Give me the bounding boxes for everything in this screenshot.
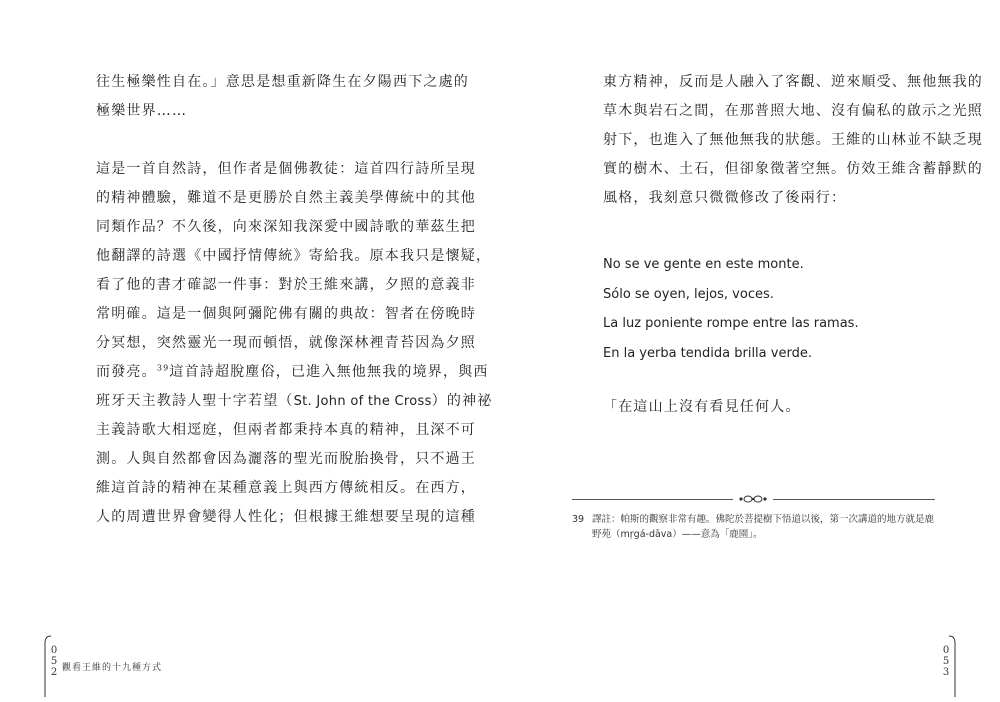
page-number-digit: 0 xyxy=(50,645,58,656)
page-number-digit: 5 xyxy=(942,656,950,667)
text-segment: 而發亮。 xyxy=(96,364,157,380)
text-line: 看了他的書才確認一件事：對於王維來講，夕照的意義非 xyxy=(96,277,476,293)
text-line: 東方精神，反而是人融入了客觀、逆來順受、無他無我的 xyxy=(603,74,983,90)
page-number-digit: 2 xyxy=(50,667,58,678)
text-line: 分冥想，突然靈光一現而頓悟，就像深林裡青苔因為夕照 xyxy=(96,335,476,351)
text-line: 主義詩歌大相逕庭，但兩者都秉持本真的精神，且深不可 xyxy=(96,422,476,438)
text-segment: ）的神祕 xyxy=(431,393,493,409)
footnote-number: 39 xyxy=(572,514,585,525)
right-body-text xyxy=(603,68,983,213)
text-line: 極樂世界…… xyxy=(96,103,188,119)
text-line: 同類作品？不久後，向來深知我深愛中國詩歌的華茲生把 xyxy=(96,219,476,235)
text-line: 常明確。這是一個與阿彌陀佛有關的典故：智者在傍晚時 xyxy=(96,306,476,322)
english-name: St. John of the Cross xyxy=(293,394,432,409)
text-segment: 這首詩超脫塵俗，已進入無他無我的境界，與西 xyxy=(169,364,489,380)
footnote-body xyxy=(592,512,937,542)
page-number-digit: 0 xyxy=(942,645,950,656)
text-line: 測。人與自然都會因為灑落的聖光而脫胎換骨，只不過王 xyxy=(96,451,476,467)
paragraph-gap xyxy=(96,126,441,155)
spanish-poem xyxy=(603,250,859,368)
footnote-line: 野苑（mṛgá-dāva）——意為「鹿園」。 xyxy=(592,529,763,540)
chinese-translation-quote: 「在這山上沒有看見任何人。 xyxy=(603,399,801,415)
page-number-digit: 3 xyxy=(942,667,950,678)
text-line: 這是一首自然詩，但作者是個佛教徒：這首四行詩所呈現 xyxy=(96,161,476,177)
footnote-line: 譯註：帕斯的觀察非常有趣。佛陀於菩提樹下悟道以後，第一次講道的地方就是鹿 xyxy=(592,514,935,525)
text-line: 往生極樂性自在。」意思是想重新降生在夕陽西下之處的 xyxy=(96,74,469,90)
poem-line: La luz poniente rompe entre las ramas. xyxy=(603,316,859,331)
running-head: 觀看王維的十九種方式 xyxy=(62,663,163,673)
poem-line: No se ve gente en este monte. xyxy=(603,257,804,272)
text-line: 的精神體驗，難道不是更勝於自然主義美學傳統中的其他 xyxy=(96,190,476,206)
right-page xyxy=(500,0,1000,702)
text-segment: 班牙天主教詩人聖十字若望（ xyxy=(96,393,294,409)
text-line: 人的周遭世界會變得人性化；但根據王維想要呈現的這種 xyxy=(96,509,476,525)
poem-line: Sólo se oyen, lejos, voces. xyxy=(603,286,774,302)
text-line: 射下，也進入了無他無我的狀態。王維的山林並不缺乏現 xyxy=(603,132,983,148)
text-line: 他翻譯的詩選《中國抒情傳統》寄給我。原本我只是懷疑， xyxy=(96,248,492,264)
divider-ornament-icon xyxy=(733,491,773,507)
text-line xyxy=(96,387,493,416)
text-line xyxy=(96,358,489,387)
footnote-reference[interactable]: 39 xyxy=(156,363,170,373)
page-number-digit: 5 xyxy=(50,656,58,667)
left-body-text xyxy=(96,68,493,532)
text-line: 風格，我刻意只微微修改了後兩行： xyxy=(603,190,847,206)
poem-line: En la yerba tendida brilla verde. xyxy=(603,345,812,361)
text-line: 草木與岩石之間，在那普照大地、沒有偏私的啟示之光照 xyxy=(603,103,983,119)
text-line: 實的樹木、土石，但卻象徵著空無。仿效王維含蓄靜默的 xyxy=(603,161,983,177)
text-line: 維這首詩的精神在某種意義上與西方傳統相反。在西方， xyxy=(96,480,476,496)
